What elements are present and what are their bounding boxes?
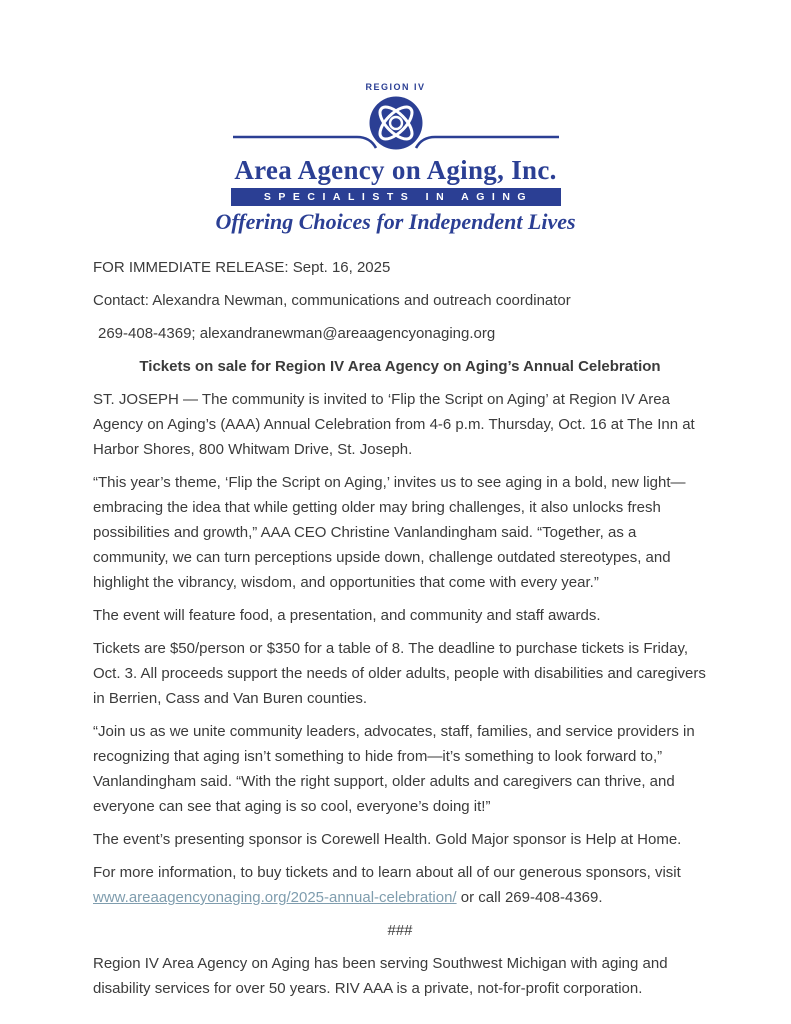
contact-phone-email: 269-408-4369; alexandranewman@areaagencyonaging.org [98,325,496,342]
press-release-body [93,255,707,1001]
contact-line: Contact: Alexandra Newman, communications and outreach coordinator [93,292,571,309]
more-info-prefix: For more information, to buy tickets and to learn about all of our generous sponsors, visit [93,864,681,881]
paragraph-quote-ceo: “This year’s theme, ‘Flip the Script on Aging,’ invites us to see aging in a bold, new light—embracing the idea that while getting older may bring challenges, it also unlocks fresh possibilities and growth,” AAA CEO Christine Vanlandingham said. “Together, as a community, we can turn perceptions upside down, challenge outdated stereotypes, and highlight the vibrancy, wisdom, and opportunities that come with every year.” [93,474,686,591]
org-name: Area Agency on Aging, Inc. [234,155,557,185]
specialists-bar: SPECIALISTS IN AGING [231,188,561,206]
paragraph-sponsors: The event’s presenting sponsor is Corewell Health. Gold Major sponsor is Help at Home. [93,831,682,848]
end-mark: ### [387,922,413,939]
paragraph-tickets: Tickets are $50/person or $350 for a table of 8. The deadline to purchase tickets is Friday, Oct. 3. All proceeds support the needs of older adults, people with disabilities and caregivers in Berrien, Cass and Van Buren counties. [93,640,706,707]
logo-inner [215,82,576,235]
website-link[interactable]: www.areaagencyonaging.org/2025-annual-celebration/ [93,889,457,906]
tagline: Offering Choices for Independent Lives [215,209,576,234]
logo-knot-icon [231,93,561,155]
region-iv-label: REGION IV [365,82,426,92]
boilerplate: Region IV Area Agency on Aging has been serving Southwest Michigan with aging and disability services for over 50 years. RIV AAA is a private, not-for-profit corporation. [93,955,668,997]
headline: Tickets on sale for Region IV Area Agency on Aging’s Annual Celebration [139,358,661,375]
logo [0,0,791,235]
paragraph-event-features: The event will feature food, a presentation, and community and staff awards. [93,607,601,624]
paragraph-dateline: ST. JOSEPH — The community is invited to ‘Flip the Script on Aging’ at Region IV Area Agency on Aging’s (AAA) Annual Celebration from 4-6 p.m. Thursday, Oct. 16 at The Inn at Harbor Shores, 800 Whitwam Drive, St. Joseph. [93,391,695,458]
paragraph-quote-join-us: “Join us as we unite community leaders, advocates, staff, families, and service providers in recognizing that aging isn’t something to hide from—it’s something to look forward to,” Vanlandingham said. “With the right support, older adults and caregivers can thrive, and everyone can see that aging is so cool, everyone’s doing it!” [93,723,695,815]
more-info-suffix: or call 269-408-4369. [456,889,603,906]
paragraph-more-info [93,860,707,910]
release-line: FOR IMMEDIATE RELEASE: Sept. 16, 2025 [93,259,391,276]
